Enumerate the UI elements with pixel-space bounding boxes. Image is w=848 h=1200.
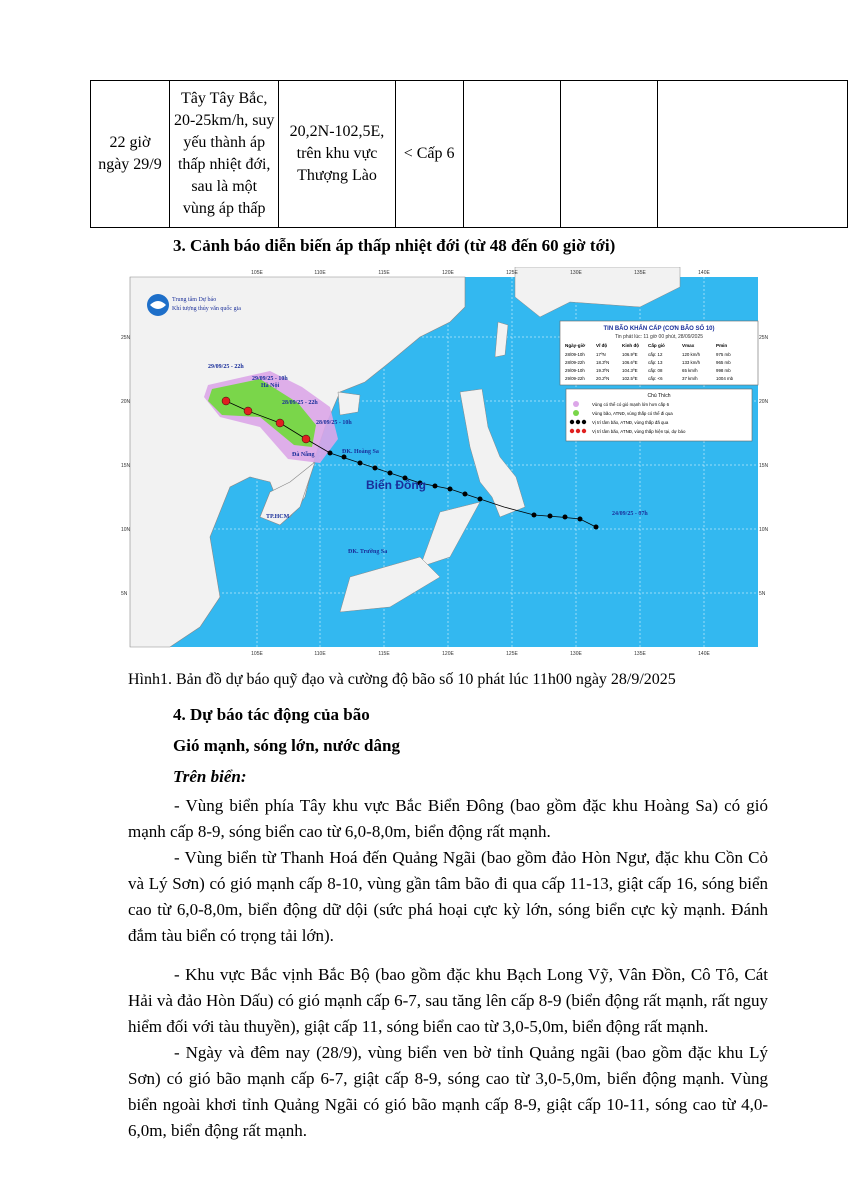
paragraph-3: - Khu vực Bắc vịnh Bắc Bộ (bao gồm đặc khu Bạch Long Vỹ, Vân Đồn, Cô Tô, Cát Hải và đảo Hòn Dấu) có gió mạnh cấp 6-7, sau tăng lên cấp 8-9 (biển động rất mạnh, rất nguy hiểm đối với tàu thuyền), giật cấp 11, sóng biển cao từ 3,0-5,0m, biển động rất mạnh.: [128, 965, 768, 1036]
svg-text:125E: 125E: [506, 651, 518, 657]
svg-text:cấp: 08: cấp: 08: [648, 368, 663, 373]
svg-text:135E: 135E: [634, 651, 646, 657]
svg-text:20.2ºN: 20.2ºN: [596, 376, 610, 381]
section4-title: 4. Dự báo tác động của bão: [173, 705, 370, 724]
svg-text:37 km/h: 37 km/h: [682, 376, 698, 381]
direction-cell: Tây Tây Bắc, 20-25km/h, suy yếu thành áp thấp nhiệt đới, sau là một vùng áp thấp: [169, 81, 279, 228]
forecast-position: [222, 397, 230, 405]
past-position: [578, 517, 583, 522]
track-label: 29/09/25 - 22h: [208, 364, 244, 370]
past-swatch: [582, 420, 586, 424]
svg-text:110E: 110E: [314, 651, 326, 657]
svg-text:Ngày-giờ: Ngày-giờ: [565, 343, 586, 348]
svg-text:105E: 105E: [251, 270, 263, 276]
svg-text:965 mb: 965 mb: [716, 360, 731, 365]
legend-item: Vị trí tâm bão, ATNĐ, vùng thấp đã qua: [592, 420, 669, 425]
forecast-position: [276, 419, 284, 427]
past-swatch: [570, 420, 574, 424]
past-position: [563, 515, 568, 520]
track-label: 28/09/25 - 22h: [282, 400, 318, 406]
track-label: 29/09/25 - 10h: [252, 376, 288, 382]
agency-name-1: Trung tâm Dự báo: [172, 297, 217, 303]
svg-text:28/09-10h: 28/09-10h: [565, 352, 585, 357]
svg-text:20N: 20N: [759, 399, 768, 405]
paragraph-1: - Vùng biển phía Tây khu vực Bắc Biển Đông (bao gồm đặc khu Hoàng Sa) có gió mạnh cấp 8-9, sóng biển cao từ 6,0-8,0m, biển động rất mạnh.: [128, 796, 768, 841]
svg-text:25N: 25N: [121, 335, 131, 341]
svg-text:130E: 130E: [570, 651, 582, 657]
position-cell: 20,2N-102,5E, trên khu vực Thượng Lào: [279, 81, 395, 228]
legend-item: Vị trí tâm bão, ATNĐ, vùng thấp hiện tại, dự báo: [592, 429, 686, 434]
svg-text:15N: 15N: [759, 463, 768, 469]
forecast-table: [90, 80, 848, 228]
svg-text:10N: 10N: [759, 527, 768, 533]
svg-text:125E: 125E: [506, 270, 518, 276]
svg-text:115E: 115E: [378, 270, 390, 276]
svg-text:29/09-10h: 29/09-10h: [565, 368, 585, 373]
svg-text:130E: 130E: [570, 270, 582, 276]
svg-text:5N: 5N: [121, 591, 128, 597]
past-position: [463, 492, 468, 497]
figure-caption: Hình1. Bản đồ dự báo quỹ đạo và cường độ bão số 10 phát lúc 11h00 ngày 28/9/2025: [128, 671, 676, 688]
svg-text:29/09-22h: 29/09-22h: [565, 376, 585, 381]
svg-text:140E: 140E: [698, 651, 710, 657]
svg-text:120E: 120E: [442, 270, 454, 276]
svg-text:135E: 135E: [634, 270, 646, 276]
past-position: [548, 514, 553, 519]
past-position: [478, 497, 483, 502]
svg-text:Vĩ độ: Vĩ độ: [596, 343, 608, 348]
past-position: [342, 455, 347, 460]
empty-cell: [658, 81, 848, 228]
section4-subtitle-sea: Trên biển:: [173, 767, 247, 786]
past-position: [594, 525, 599, 530]
intensity-cell: < Cấp 6: [395, 81, 463, 228]
place-label: Hà Nội: [261, 383, 280, 389]
info-title: TIN BÃO KHẨN CẤP (CƠN BÃO SỐ 10): [603, 326, 715, 332]
svg-text:28/09-22h: 28/09-22h: [565, 360, 585, 365]
svg-text:106.6ºE: 106.6ºE: [622, 360, 638, 365]
past-position: [448, 487, 453, 492]
past-swatch: [576, 420, 580, 424]
svg-text:106.9ºE: 106.9ºE: [622, 352, 638, 357]
svg-text:105E: 105E: [251, 651, 263, 657]
svg-text:120E: 120E: [442, 651, 454, 657]
current-swatch: [570, 429, 574, 433]
svg-text:25N: 25N: [759, 335, 768, 341]
legend-item: Vùng có thể có gió mạnh lớn hơn cấp 6: [592, 402, 670, 407]
hainan: [338, 392, 360, 415]
place-label: ĐK. Trường Sa: [348, 549, 388, 555]
forecast-position: [302, 435, 310, 443]
svg-text:1004 mb: 1004 mb: [716, 376, 734, 381]
svg-text:15N: 15N: [121, 463, 131, 469]
time-cell: 22 giờ ngày 29/9: [91, 81, 170, 228]
past-position: [358, 461, 363, 466]
wind-zone-swatch: [573, 401, 579, 407]
svg-text:110E: 110E: [314, 270, 326, 276]
svg-text:120 km/h: 120 km/h: [682, 352, 701, 357]
svg-text:cấp: 12: cấp: 12: [648, 352, 663, 357]
section3-title: 3. Cảnh báo diễn biến áp thấp nhiệt đới (từ 48 đến 60 giờ tới): [173, 236, 616, 255]
legend-item: Vùng bão, ATNĐ, vùng thấp có thể đi qua: [592, 411, 673, 416]
svg-text:10N: 10N: [121, 527, 131, 533]
svg-text:Cấp gió: Cấp gió: [648, 343, 665, 348]
svg-text:975 mb: 975 mb: [716, 352, 731, 357]
sea-name: Biển Đông: [366, 478, 426, 492]
svg-text:998 mb: 998 mb: [716, 368, 731, 373]
past-position: [433, 484, 438, 489]
current-swatch: [582, 429, 586, 433]
svg-text:Pmin: Pmin: [716, 343, 728, 348]
place-label: Đà Nẵng: [292, 452, 315, 458]
table-row: [91, 81, 848, 228]
svg-text:18.3ºN: 18.3ºN: [596, 360, 610, 365]
place-label: TP.HCM: [266, 514, 290, 520]
agency-name-2: Khí tượng thủy văn quốc gia: [172, 306, 241, 312]
svg-text:5N: 5N: [759, 591, 766, 597]
past-position: [388, 471, 393, 476]
paragraph-2: - Vùng biển từ Thanh Hoá đến Quảng Ngãi (bao gồm đảo Hòn Ngư, đặc khu Cồn Cỏ và Lý Sơn) có gió mạnh cấp 8-10, vùng gần tâm bão đi qua cấp 11-13, giật cấp 16, sóng biển cao từ 6,0-8,0m, biển động dữ dội (sức phá hoại cực kỳ lớn, sóng biển cực kỳ mạnh. Đánh đắm tàu biển có trọng tải lớn).: [128, 848, 768, 945]
info-subtitle: Tin phát lúc: 11 giờ 00 phút, 28/09/2025: [614, 334, 704, 340]
section4-subtitle: Gió mạnh, sóng lớn, nước dâng: [173, 736, 400, 755]
legend-title: Chú Thích: [647, 393, 671, 399]
current-swatch: [576, 429, 580, 433]
svg-text:20N: 20N: [121, 399, 131, 405]
past-position: [328, 451, 333, 456]
svg-text:Vmax: Vmax: [682, 343, 695, 348]
svg-text:65 km/h: 65 km/h: [682, 368, 698, 373]
forecast-position: [244, 407, 252, 415]
svg-text:102.5ºE: 102.5ºE: [622, 376, 638, 381]
past-position: [373, 466, 378, 471]
empty-cell: [561, 81, 658, 228]
svg-text:17ºN: 17ºN: [596, 352, 606, 357]
svg-text:133 km/h: 133 km/h: [682, 360, 701, 365]
svg-text:cấp: <6: cấp: <6: [648, 376, 663, 381]
track-label: 28/09/25 - 10h: [316, 420, 352, 426]
empty-cell: [463, 81, 560, 228]
paragraph-4: - Ngày và đêm nay (28/9), vùng biển ven bờ tỉnh Quảng ngãi (bao gồm đặc khu Lý Sơn) có gió bão mạnh cấp 6-7, giật cấp 8-9, sóng cao từ 3,0-5,0m, biển động mạnh. Vùng biển ngoài khơi tỉnh Quảng Ngãi có gió bão mạnh cấp 8-9, giật cấp 10-11, sóng cao từ 4,0-6,0m, biển động rất mạnh.: [128, 1043, 768, 1140]
danger-zone-swatch: [573, 410, 579, 416]
place-label: ĐK. Hoàng Sa: [342, 449, 379, 455]
storm-track-map: [120, 267, 768, 657]
svg-text:115E: 115E: [378, 651, 390, 657]
svg-text:140E: 140E: [698, 270, 710, 276]
svg-text:19.3ºN: 19.3ºN: [596, 368, 610, 373]
track-label: 24/09/25 - 07h: [612, 511, 648, 517]
svg-text:104.3ºE: 104.3ºE: [622, 368, 638, 373]
svg-text:cấp: 13: cấp: 13: [648, 360, 663, 365]
svg-text:Kinh độ: Kinh độ: [622, 343, 640, 348]
past-position: [532, 513, 537, 518]
